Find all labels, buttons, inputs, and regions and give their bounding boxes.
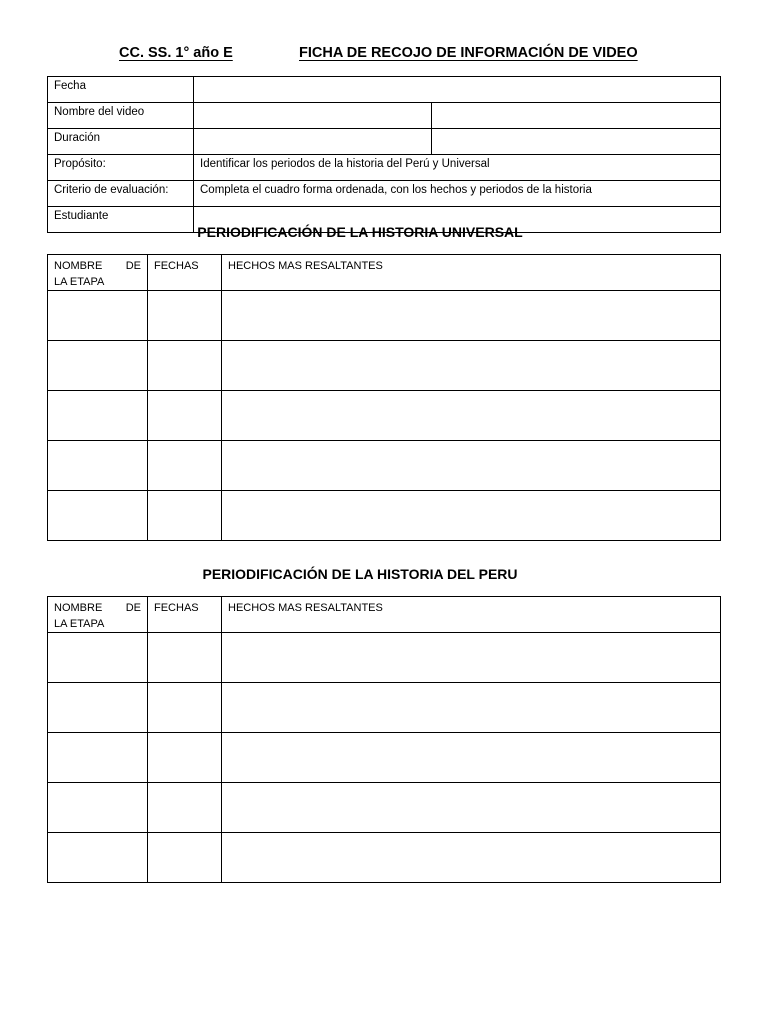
dates-cell[interactable] [148, 291, 222, 341]
dates-cell[interactable] [148, 391, 222, 441]
nombre-field-b[interactable] [432, 103, 721, 129]
dates-cell[interactable] [148, 441, 222, 491]
table-row [48, 733, 721, 783]
form-title: FICHA DE RECOJO DE INFORMACIÓN DE VIDEO [299, 45, 638, 61]
peru-section-title: PERIODIFICACIÓN DE LA HISTORIA DEL PERU [202, 566, 518, 582]
info-row-nombre [48, 103, 721, 129]
dates-cell[interactable] [148, 783, 222, 833]
universal-section-title: PERIODIFICACIÓN DE LA HISTORIA UNIVERSAL [197, 224, 523, 240]
table-row [48, 291, 721, 341]
facts-cell[interactable] [222, 491, 721, 541]
facts-cell[interactable] [222, 341, 721, 391]
table-row [48, 341, 721, 391]
stage-name-cell[interactable] [48, 783, 148, 833]
table-row [48, 683, 721, 733]
facts-cell[interactable] [222, 833, 721, 883]
universal-history-table [47, 254, 721, 541]
fecha-label: Fecha [48, 77, 194, 103]
facts-cell[interactable] [222, 783, 721, 833]
dates-cell[interactable] [148, 833, 222, 883]
dates-cell[interactable] [148, 633, 222, 683]
document-header [0, 45, 768, 65]
info-table [47, 76, 721, 233]
table-row [48, 391, 721, 441]
col-header-name-part3: LA ETAPA [54, 276, 105, 288]
col-header-name-part2: DE [125, 260, 141, 272]
facts-cell[interactable] [222, 291, 721, 341]
proposito-value: Identificar los periodos de la historia del Perú y Universal [194, 155, 721, 181]
peru-history-table [47, 596, 721, 883]
course-label: CC. SS. 1° año E [119, 45, 233, 61]
duracion-field-a[interactable] [194, 129, 432, 155]
stage-name-cell[interactable] [48, 733, 148, 783]
info-row-proposito [48, 155, 721, 181]
info-row-criterio [48, 181, 721, 207]
stage-name-cell[interactable] [48, 633, 148, 683]
facts-cell[interactable] [222, 683, 721, 733]
col-header-name [48, 255, 148, 291]
dates-cell[interactable] [148, 491, 222, 541]
dates-cell[interactable] [148, 341, 222, 391]
stage-name-cell[interactable] [48, 441, 148, 491]
col-header-name [48, 597, 148, 633]
col-header-dates: FECHAS [148, 597, 222, 633]
info-row-fecha [48, 77, 721, 103]
nombre-label: Nombre del video [48, 103, 194, 129]
stage-name-cell[interactable] [48, 391, 148, 441]
table-row [48, 633, 721, 683]
col-header-facts: HECHOS MAS RESALTANTES [222, 255, 721, 291]
stage-name-cell[interactable] [48, 341, 148, 391]
duracion-label: Duración [48, 129, 194, 155]
facts-cell[interactable] [222, 733, 721, 783]
dates-cell[interactable] [148, 683, 222, 733]
facts-cell[interactable] [222, 391, 721, 441]
proposito-label: Propósito: [48, 155, 194, 181]
duracion-field-b[interactable] [432, 129, 721, 155]
col-header-dates: FECHAS [148, 255, 222, 291]
criterio-value: Completa el cuadro forma ordenada, con los hechos y periodos de la historia [194, 181, 721, 207]
universal-header-row [48, 255, 721, 291]
stage-name-cell[interactable] [48, 683, 148, 733]
col-header-name-part1: NOMBRE [54, 260, 103, 272]
facts-cell[interactable] [222, 633, 721, 683]
info-row-duracion [48, 129, 721, 155]
table-row [48, 441, 721, 491]
estudiante-label: Estudiante [48, 207, 194, 233]
col-header-name-part1: NOMBRE [54, 602, 103, 614]
stage-name-cell[interactable] [48, 291, 148, 341]
fecha-field[interactable] [194, 77, 721, 103]
criterio-label: Criterio de evaluación: [48, 181, 194, 207]
facts-cell[interactable] [222, 441, 721, 491]
table-row [48, 833, 721, 883]
col-header-name-part2: DE [125, 602, 141, 614]
table-row [48, 491, 721, 541]
stage-name-cell[interactable] [48, 491, 148, 541]
peru-header-row [48, 597, 721, 633]
table-row [48, 783, 721, 833]
col-header-facts: HECHOS MAS RESALTANTES [222, 597, 721, 633]
nombre-field-a[interactable] [194, 103, 432, 129]
dates-cell[interactable] [148, 733, 222, 783]
stage-name-cell[interactable] [48, 833, 148, 883]
col-header-name-part3: LA ETAPA [54, 618, 105, 630]
